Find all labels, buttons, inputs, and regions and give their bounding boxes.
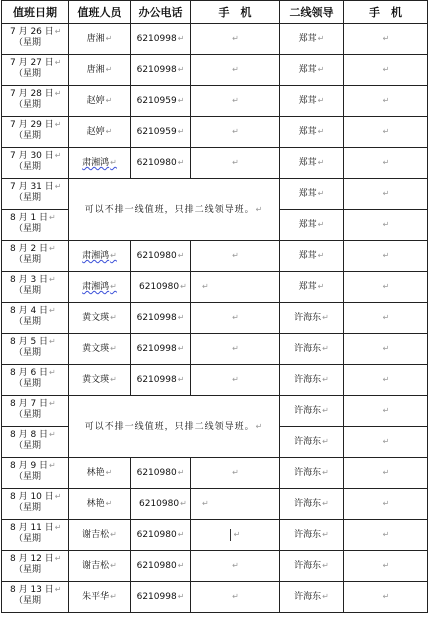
leader-mobile-cell: ↵	[344, 365, 428, 396]
table-row	[2, 272, 428, 303]
table-row	[2, 24, 428, 55]
office-phone-cell: 6210998↵	[131, 55, 191, 86]
leader-cell: 郑茸↵	[280, 24, 344, 55]
table-row	[2, 458, 428, 489]
date-cell: 8 月 13 日↵ （星期	[2, 582, 69, 613]
date-cell: 7 月 27 日↵ （星期	[2, 55, 69, 86]
office-phone-cell: 6210959↵	[131, 86, 191, 117]
leader-cell: 许海东↵	[280, 458, 344, 489]
staff-cell: 黄文瑛↵	[69, 303, 131, 334]
staff-cell: 唐湘↵	[69, 24, 131, 55]
leader-cell: 许海东↵	[280, 396, 344, 427]
leader-mobile-cell: ↵	[344, 179, 428, 210]
leader-cell: 郑茸↵	[280, 117, 344, 148]
staff-cell: 赵婷↵	[69, 86, 131, 117]
staff-cell: 谢吉松↵	[69, 551, 131, 582]
mobile-cell: ↵	[191, 582, 280, 613]
leader-cell: 郑茸↵	[280, 210, 344, 241]
table-row	[2, 303, 428, 334]
leader-mobile-cell: ↵	[344, 427, 428, 458]
date-cell: 8 月 6 日↵ （星期	[2, 365, 69, 396]
table-row	[2, 179, 428, 210]
date-cell: 8 月 3 日↵ （星期	[2, 272, 69, 303]
leader-mobile-cell: ↵	[344, 86, 428, 117]
header-second-line-leader: 二线领导	[280, 1, 344, 24]
staff-cell: 赵婷↵	[69, 117, 131, 148]
office-phone-cell: 6210998↵	[131, 334, 191, 365]
leader-cell: 郑茸↵	[280, 55, 344, 86]
leader-cell: 许海东↵	[280, 303, 344, 334]
table-row	[2, 148, 428, 179]
leader-cell: 郑茸↵	[280, 241, 344, 272]
date-cell: 7 月 26 日↵ （星期	[2, 24, 69, 55]
table-row	[2, 365, 428, 396]
table-row	[2, 86, 428, 117]
staff-cell: 唐湘↵	[69, 55, 131, 86]
leader-mobile-cell: ↵	[344, 55, 428, 86]
date-cell: 7 月 30 日↵ （星期	[2, 148, 69, 179]
staff-cell: 朱平华↵	[69, 582, 131, 613]
date-cell: 7 月 28 日↵ （星期	[2, 86, 69, 117]
mobile-cell: ↵	[191, 303, 280, 334]
staff-cell: 林艳↵	[69, 458, 131, 489]
staff-cell: 肃湘鸿↵	[69, 272, 131, 303]
header-mobile: 手 机	[191, 1, 280, 24]
office-phone-cell: 6210998↵	[131, 303, 191, 334]
staff-cell: 肃湘鸿↵	[69, 148, 131, 179]
office-phone-cell: 6210980↵	[131, 458, 191, 489]
mobile-cell: ↵	[191, 489, 280, 520]
leader-mobile-cell: ↵	[344, 117, 428, 148]
leader-mobile-cell: ↵	[344, 458, 428, 489]
leader-cell: 许海东↵	[280, 551, 344, 582]
merged-note-cell: 可以不排一线值班，只排二线领导班。↵	[69, 179, 280, 241]
leader-cell: 许海东↵	[280, 427, 344, 458]
table-row	[2, 334, 428, 365]
date-cell: 7 月 29 日↵ （星期	[2, 117, 69, 148]
office-phone-cell: 6210980↵	[131, 520, 191, 551]
mobile-cell: ↵	[191, 551, 280, 582]
table-row	[2, 489, 428, 520]
header-office-phone: 办公电话	[131, 1, 191, 24]
duty-roster-table	[1, 0, 428, 613]
office-phone-cell: 6210998↵	[131, 24, 191, 55]
merged-note-cell: 可以不排一线值班，只排二线领导班。↵	[69, 396, 280, 458]
leader-mobile-cell: ↵	[344, 551, 428, 582]
office-phone-cell: 6210980↵	[131, 148, 191, 179]
leader-mobile-cell: ↵	[344, 24, 428, 55]
text-cursor	[230, 529, 231, 541]
date-cell: 8 月 7 日↵ （星期	[2, 396, 69, 427]
mobile-cell: ↵	[191, 24, 280, 55]
leader-cell: 许海东↵	[280, 365, 344, 396]
leader-mobile-cell: ↵	[344, 272, 428, 303]
date-cell: 8 月 10 日↵ （星期	[2, 489, 69, 520]
office-phone-cell: 6210959↵	[131, 117, 191, 148]
leader-mobile-cell: ↵	[344, 520, 428, 551]
mobile-cell: ↵	[191, 148, 280, 179]
date-cell: 8 月 1 日↵ （星期	[2, 210, 69, 241]
leader-mobile-cell: ↵	[344, 148, 428, 179]
date-cell: 8 月 12 日↵ （星期	[2, 551, 69, 582]
date-cell: 8 月 2 日↵ （星期	[2, 241, 69, 272]
leader-cell: 许海东↵	[280, 520, 344, 551]
office-phone-cell: 6210980↵	[131, 489, 191, 520]
date-cell: 8 月 8 日↵ （星期	[2, 427, 69, 458]
leader-mobile-cell: ↵	[344, 582, 428, 613]
staff-cell: 肃湘鸿↵	[69, 241, 131, 272]
table-row	[2, 55, 428, 86]
date-cell: 8 月 4 日↵ （星期	[2, 303, 69, 334]
office-phone-cell: 6210998↵	[131, 582, 191, 613]
leader-mobile-cell: ↵	[344, 489, 428, 520]
table-row	[2, 117, 428, 148]
mobile-cell[interactable]: ↵	[191, 520, 280, 551]
leader-cell: 郑茸↵	[280, 86, 344, 117]
leader-cell: 郑茸↵	[280, 179, 344, 210]
mobile-cell: ↵	[191, 86, 280, 117]
staff-cell: 黄文瑛↵	[69, 334, 131, 365]
table-row	[2, 582, 428, 613]
office-phone-cell: 6210980↵	[131, 272, 191, 303]
leader-mobile-cell: ↵	[344, 210, 428, 241]
date-cell: 8 月 11 日↵ （星期	[2, 520, 69, 551]
mobile-cell: ↵	[191, 241, 280, 272]
header-date: 值班日期	[2, 1, 69, 24]
table-row	[2, 241, 428, 272]
office-phone-cell: 6210998↵	[131, 365, 191, 396]
mobile-cell: ↵	[191, 365, 280, 396]
office-phone-cell: 6210980↵	[131, 241, 191, 272]
mobile-cell: ↵	[191, 55, 280, 86]
mobile-cell: ↵	[191, 458, 280, 489]
mobile-cell: ↵	[191, 117, 280, 148]
table-row	[2, 396, 428, 427]
leader-cell: 许海东↵	[280, 489, 344, 520]
leader-mobile-cell: ↵	[344, 396, 428, 427]
leader-cell: 许海东↵	[280, 334, 344, 365]
staff-cell: 林艳↵	[69, 489, 131, 520]
date-cell: 8 月 9 日↵ （星期	[2, 458, 69, 489]
leader-mobile-cell: ↵	[344, 334, 428, 365]
leader-mobile-cell: ↵	[344, 303, 428, 334]
date-cell: 7 月 31 日↵ （星期	[2, 179, 69, 210]
header-staff: 值班人员	[69, 1, 131, 24]
leader-cell: 郑茸↵	[280, 272, 344, 303]
staff-cell: 谢吉松↵	[69, 520, 131, 551]
staff-cell: 黄文瑛↵	[69, 365, 131, 396]
mobile-cell: ↵	[191, 334, 280, 365]
table-row	[2, 520, 428, 551]
header-row	[2, 1, 428, 24]
table-row	[2, 551, 428, 582]
office-phone-cell: 6210980↵	[131, 551, 191, 582]
header-leader-mobile: 手 机	[344, 1, 428, 24]
leader-cell: 郑茸↵	[280, 148, 344, 179]
date-cell: 8 月 5 日↵ （星期	[2, 334, 69, 365]
leader-cell: 许海东↵	[280, 582, 344, 613]
mobile-cell: ↵	[191, 272, 280, 303]
leader-mobile-cell: ↵	[344, 241, 428, 272]
